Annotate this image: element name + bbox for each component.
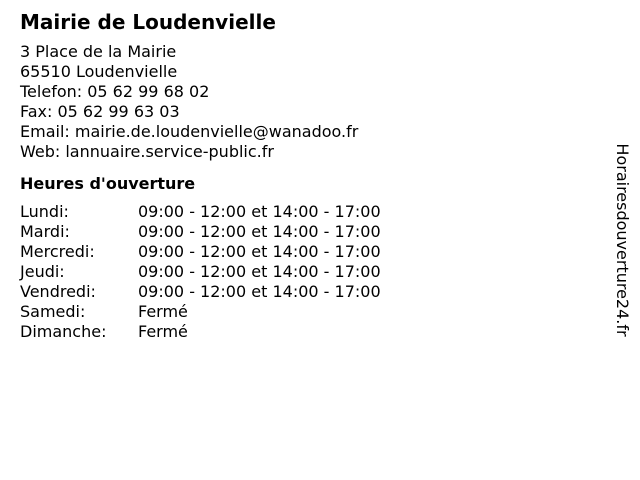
day-hours: Fermé	[138, 322, 188, 341]
email-line: Email: mairie.de.loudenvielle@wanadoo.fr	[20, 122, 359, 141]
day-hours: 09:00 - 12:00 et 14:00 - 17:00	[138, 222, 381, 241]
opening-hours-heading: Heures d'ouverture	[20, 174, 196, 193]
day-label: Jeudi:	[20, 262, 65, 281]
day-label: Dimanche:	[20, 322, 107, 341]
postal-city: 65510 Loudenvielle	[20, 62, 178, 81]
web-line: Web: lannuaire.service-public.fr	[20, 142, 274, 161]
day-label: Mercredi:	[20, 242, 95, 261]
hours-row-sunday	[20, 322, 600, 342]
fax-line: Fax: 05 62 99 63 03	[20, 102, 180, 121]
site-watermark: Horairesdouverture24.fr	[613, 143, 632, 337]
day-label: Lundi:	[20, 202, 69, 221]
hours-row-wednesday	[20, 242, 600, 262]
day-hours: 09:00 - 12:00 et 14:00 - 17:00	[138, 262, 381, 281]
address-block	[20, 42, 600, 162]
day-hours: Fermé	[138, 302, 188, 321]
info-card	[20, 8, 600, 342]
opening-hours-table	[20, 202, 600, 342]
hours-row-friday	[20, 282, 600, 302]
hours-row-tuesday	[20, 222, 600, 242]
street-address: 3 Place de la Mairie	[20, 42, 177, 61]
day-hours: 09:00 - 12:00 et 14:00 - 17:00	[138, 282, 381, 301]
hours-row-thursday	[20, 262, 600, 282]
page-title: Mairie de Loudenvielle	[20, 10, 276, 34]
day-label: Samedi:	[20, 302, 86, 321]
day-hours: 09:00 - 12:00 et 14:00 - 17:00	[138, 242, 381, 261]
day-label: Vendredi:	[20, 282, 96, 301]
hours-row-monday	[20, 202, 600, 222]
day-hours: 09:00 - 12:00 et 14:00 - 17:00	[138, 202, 381, 221]
hours-row-saturday	[20, 302, 600, 322]
phone-line: Telefon: 05 62 99 68 02	[20, 82, 210, 101]
day-label: Mardi:	[20, 222, 70, 241]
